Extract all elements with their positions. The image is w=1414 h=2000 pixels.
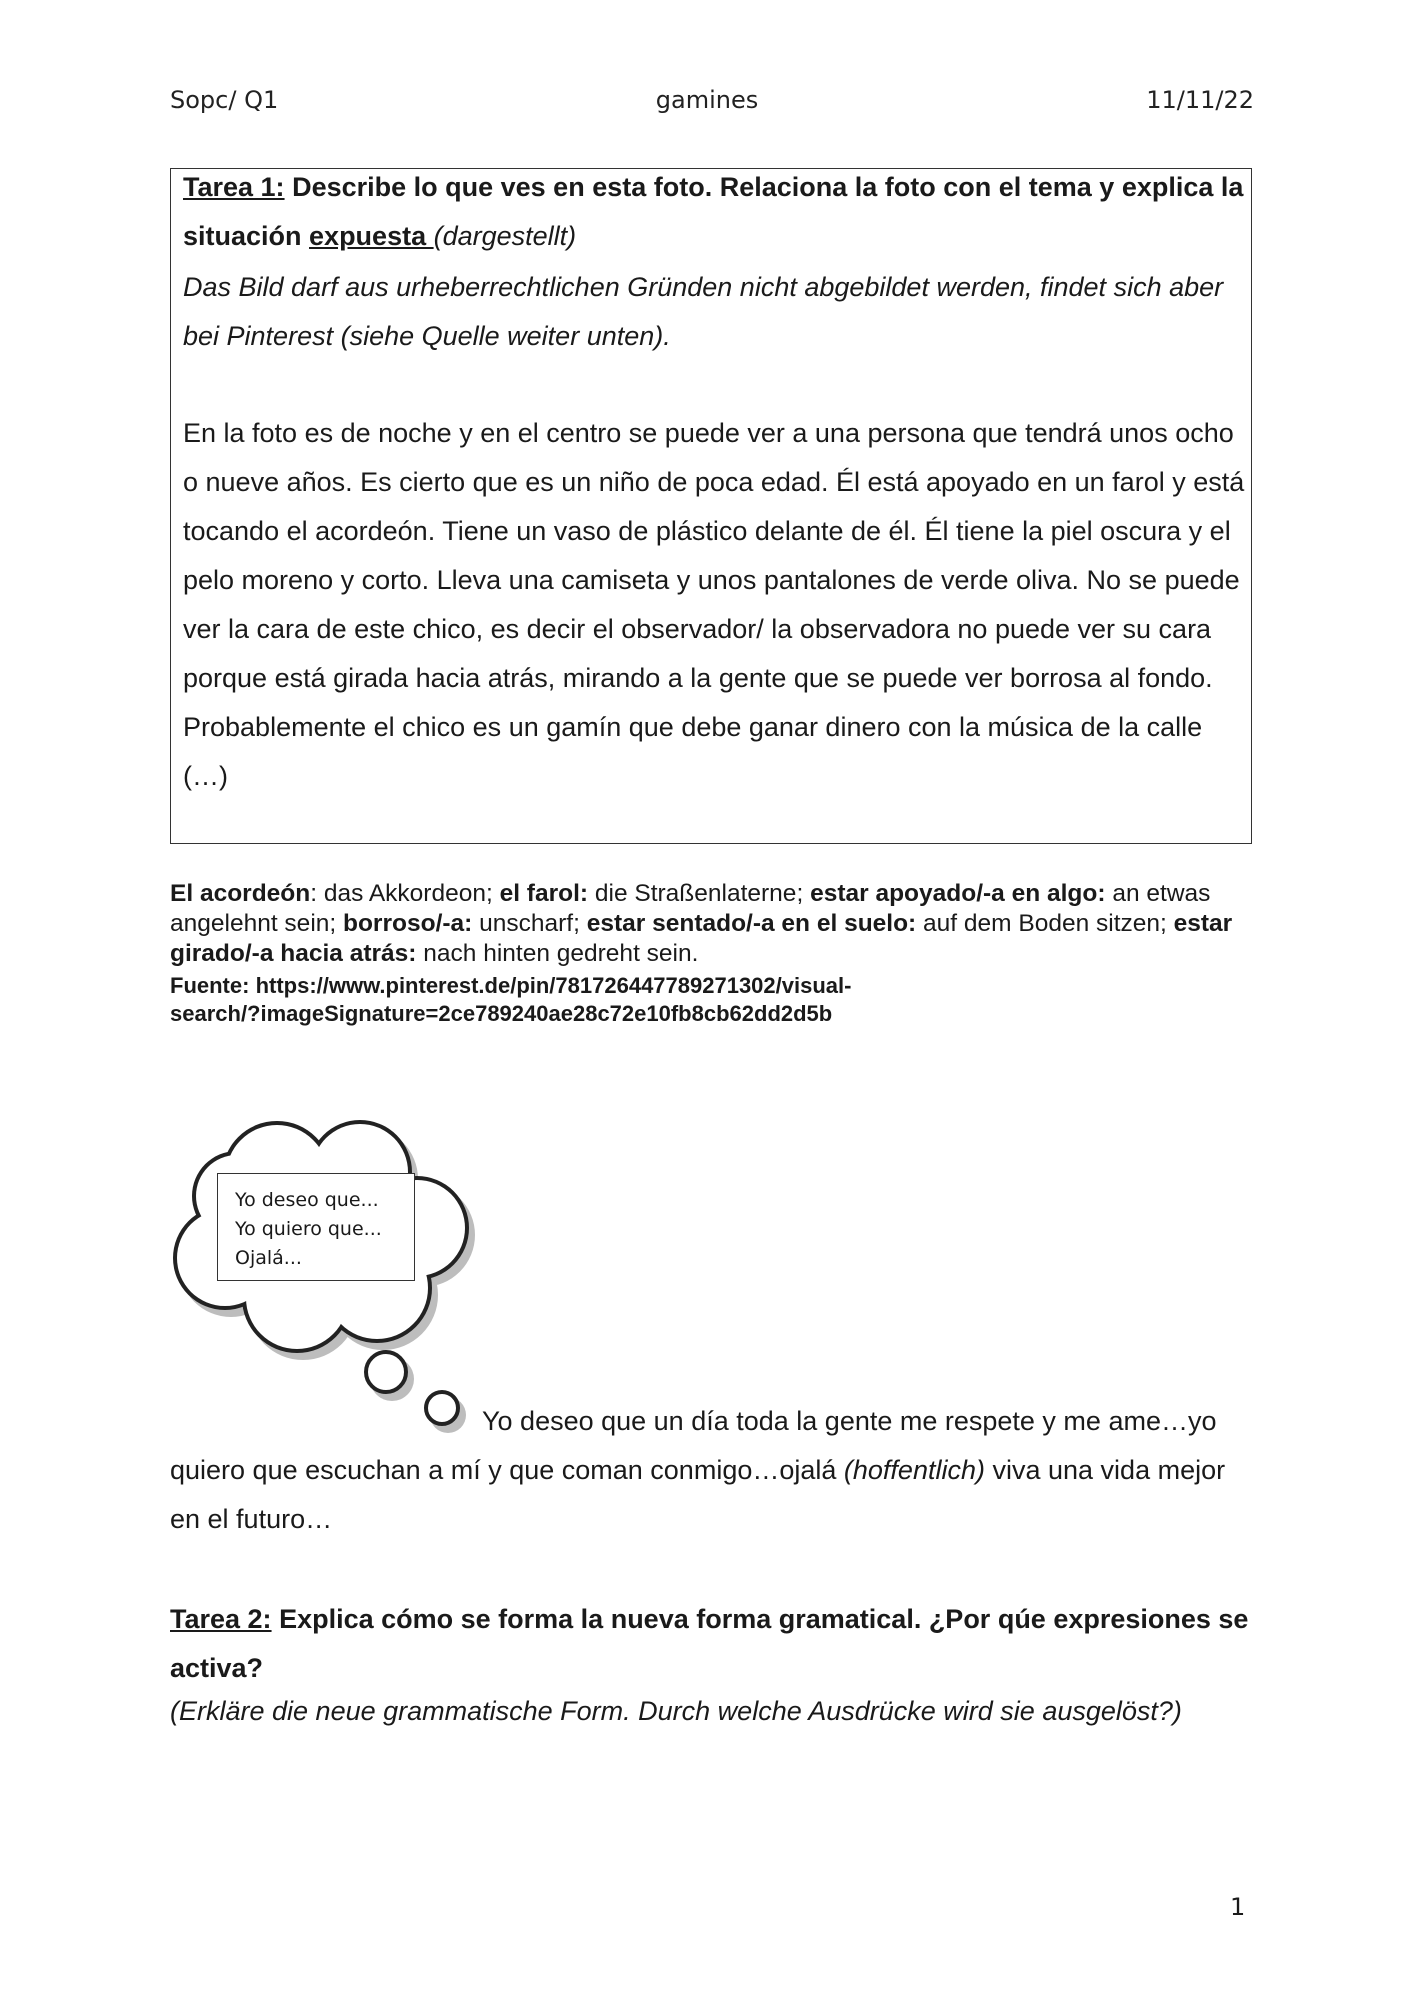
sentence-starters-box bbox=[217, 1173, 415, 1281]
task2-heading bbox=[170, 1595, 1260, 1693]
wish-paragraph bbox=[170, 1397, 1260, 1544]
vocab-meaning: an etwas angelehnt sein; bbox=[170, 880, 1211, 937]
vocabulary-list: El acordeón: das Akkordeon; el farol: die Straßenlaterne; estar apoyado/-a en algo: an etwas angelehnt sein; borroso/-a: unscharf; estar sentado/-a en el suelo: auf dem Boden sitzen; estar girado/-a hacia atrás: nach hinten gedreht sein. bbox=[170, 880, 1233, 967]
wish-italic-translation: (hoffentlich) bbox=[843, 1455, 985, 1485]
task1-heading-underlined: expuesta bbox=[309, 221, 434, 251]
header-date: 11/11/22 bbox=[1146, 86, 1254, 114]
task1-label: Tarea 1: bbox=[183, 172, 285, 202]
header-topic: gamines bbox=[655, 86, 759, 114]
vocab-term: estar sentado bbox=[586, 910, 747, 937]
vocab-term: estar girado bbox=[170, 910, 1233, 967]
task2-heading-text: Explica cómo se forma la nueva forma gramatical. ¿Por qúe expresiones se activa? bbox=[170, 1604, 1249, 1683]
vocab-term: estar apoyado bbox=[810, 880, 977, 907]
wish-text-part2: viva una vida mejor en el futuro… bbox=[170, 1455, 1226, 1534]
task1-copyright-note: Das Bild darf aus urheberrechtlichen Gründen nicht abgebildet werden, findet sich aber bei Pinterest (siehe Quelle weiter unten). bbox=[183, 272, 1224, 351]
page-number: 1 bbox=[1230, 1893, 1246, 1921]
task2-translation: (Erkläre die neue grammatische Form. Durch welche Ausdrücke wird sie ausgelöst?) bbox=[170, 1696, 1182, 1726]
source-url-line2: search/?imageSignature=2ce789240ae28c72e10fb8cb62dd2d5b bbox=[170, 1001, 833, 1026]
source-label: Fuente: bbox=[170, 973, 256, 998]
vocab-term: /-a en algo: bbox=[976, 880, 1106, 907]
sentence-starter: Ojalá... bbox=[235, 1247, 302, 1269]
source-url-line1: https://www.pinterest.de/pin/781726447789271302/visual- bbox=[255, 973, 852, 998]
task1-heading-translation: (dargestellt) bbox=[433, 221, 577, 251]
vocab-term: /-a: bbox=[435, 910, 473, 937]
vocab-meaning: das Akkordeon; bbox=[323, 880, 500, 907]
vocab-meaning: nach hinten gedreht sein. bbox=[423, 940, 699, 967]
vocab-meaning: die Straßenlaterne; bbox=[594, 880, 811, 907]
sentence-starter: Yo deseo que... bbox=[235, 1189, 379, 1211]
vocab-meaning: unscharf; bbox=[479, 910, 587, 937]
source-citation bbox=[170, 972, 1255, 1028]
vocab-meaning: auf dem Boden sitzen; bbox=[923, 910, 1174, 937]
vocab-term: /-a hacia atrás: bbox=[244, 940, 417, 967]
vocab-term: /-a en el suelo: bbox=[746, 910, 917, 937]
vocab-term: El acordeón bbox=[170, 880, 311, 907]
task2-label: Tarea 2: bbox=[170, 1604, 272, 1634]
task1-heading bbox=[183, 163, 1248, 261]
header-course: Sopc/ Q1 bbox=[170, 86, 279, 114]
vocab-term: borroso bbox=[343, 910, 436, 937]
wish-text-part1: Yo deseo que un día toda la gente me respete y me ame…yo quiero que escuchan a mí y que coman conmigo…ojalá bbox=[170, 1406, 1217, 1485]
task1-answer: En la foto es de noche y en el centro se puede ver a una persona que tendrá unos ocho o nueve años. Es cierto que es un niño de poca edad. Él está apoyado en un farol y está tocando el acordeón. Tiene un vaso de plástico delante de él. Él tiene la piel oscura y el pelo moreno y corto. Lleva una camiseta y unos pantalones de verde oliva. No se puede ver la cara de este chico, es decir el observador/ la observadora no puede ver su cara porque está girada hacia atrás, mirando a la gente que se puede ver borrosa al fondo. Probablemente el chico es un gamín que debe ganar dinero con la música de la calle (…) bbox=[183, 418, 1245, 791]
vocab-term: el farol: bbox=[499, 880, 589, 907]
task1-heading-text: Describe lo que ves en esta foto. Relaciona la foto con el tema y explica la situación bbox=[183, 172, 1244, 251]
sentence-starter: Yo quiero que... bbox=[235, 1218, 382, 1240]
